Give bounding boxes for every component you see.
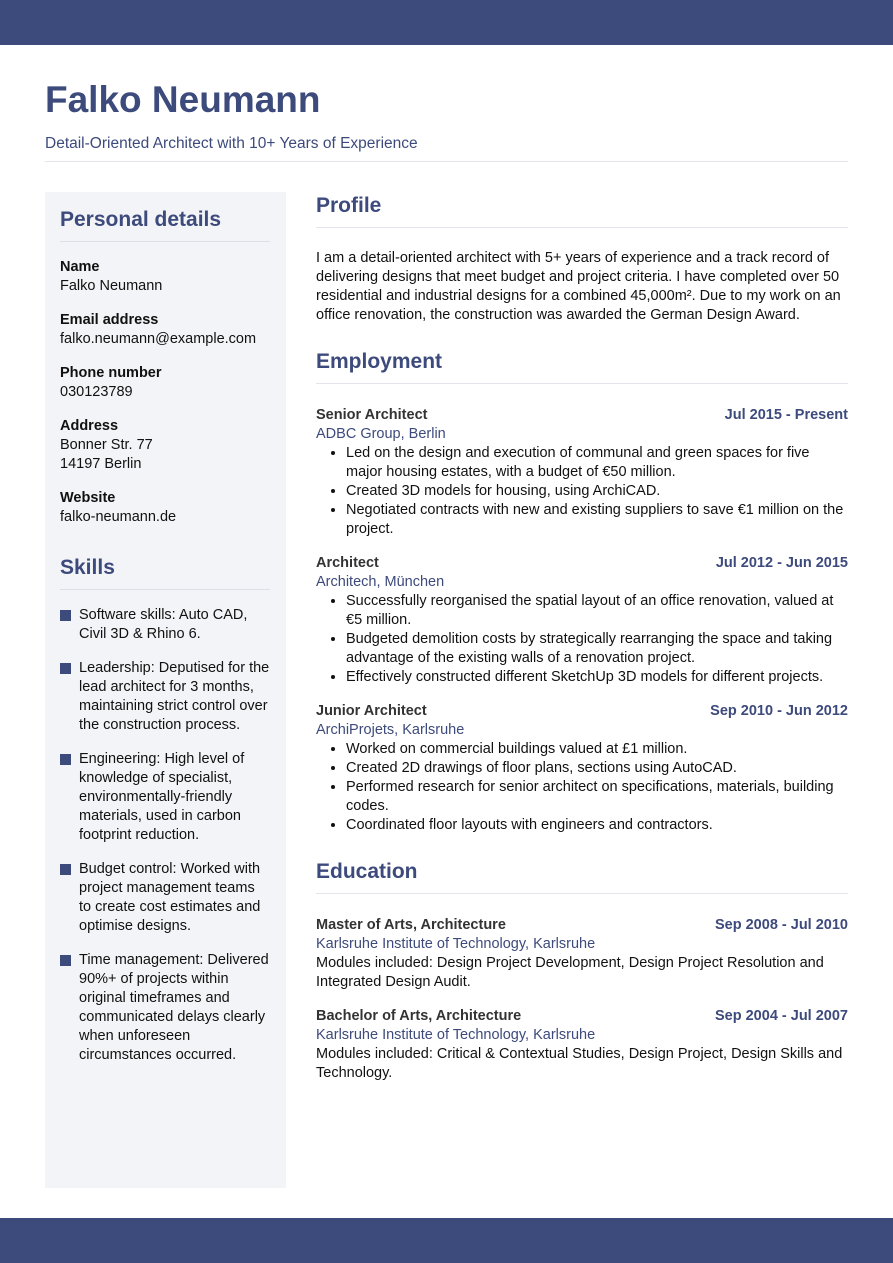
job-bullet: • Coordinated floor layouts with engineers and contractors. bbox=[346, 816, 848, 835]
job-bullet: • Performed research for senior architect on specifications, materials, building codes. bbox=[346, 778, 848, 816]
job-bullets bbox=[316, 592, 848, 687]
address-line-1: Bonner Str. 77 bbox=[60, 437, 153, 453]
skill-item bbox=[60, 951, 270, 1065]
education-divider bbox=[316, 893, 848, 894]
personal-details-divider bbox=[60, 241, 270, 242]
detail-label: Website bbox=[60, 490, 116, 506]
education-date: Sep 2008 - Jul 2010 bbox=[715, 917, 848, 933]
square-bullet-icon bbox=[60, 610, 71, 621]
email-value[interactable]: falko.neumann@example.com bbox=[60, 331, 257, 347]
detail-phone bbox=[60, 364, 270, 402]
detail-name bbox=[60, 258, 270, 296]
skill-text: Engineering: High level of knowledge of specialist, environmentally-friendly materials, used in carbon footprint reduction. bbox=[79, 751, 245, 843]
skill-item bbox=[60, 606, 270, 644]
education-section bbox=[316, 858, 848, 1083]
square-bullet-icon bbox=[60, 955, 71, 966]
job-bullet: • Successfully reorganised the spatial layout of an office renovation, valued at €5 million. bbox=[346, 592, 848, 630]
candidate-headline: Detail-Oriented Architect with 10+ Years of Experience bbox=[45, 135, 418, 152]
job-bullets bbox=[316, 740, 848, 835]
sidebar bbox=[45, 192, 286, 1188]
square-bullet-icon bbox=[60, 663, 71, 674]
bottom-color-band bbox=[0, 1218, 893, 1263]
job-employer: ArchiProjets, Karlsruhe bbox=[316, 722, 465, 738]
job-date: Sep 2010 - Jun 2012 bbox=[710, 703, 848, 719]
degree-title: Bachelor of Arts, Architecture bbox=[316, 1008, 522, 1024]
job-entry bbox=[316, 406, 848, 539]
education-heading: Education bbox=[316, 860, 418, 883]
education-description: Modules included: Critical & Contextual Studies, Design Project, Design Skills and Technology. bbox=[316, 1046, 843, 1081]
job-employer: ADBC Group, Berlin bbox=[316, 426, 446, 442]
education-entry bbox=[316, 916, 848, 992]
job-bullet: • Negotiated contracts with new and existing suppliers to save €1 million on the project. bbox=[346, 501, 848, 539]
skill-text: Software skills: Auto CAD, Civil 3D & Rhino 6. bbox=[79, 607, 248, 642]
institution: Karlsruhe Institute of Technology, Karlsruhe bbox=[316, 1027, 596, 1043]
skill-item bbox=[60, 860, 270, 936]
job-bullet: • Worked on commercial buildings valued at £1 million. bbox=[346, 740, 848, 759]
education-date: Sep 2004 - Jul 2007 bbox=[715, 1008, 848, 1024]
skills-heading: Skills bbox=[60, 556, 115, 579]
job-bullet: • Created 3D models for housing, using ArchiCAD. bbox=[346, 482, 848, 501]
detail-label: Address bbox=[60, 418, 119, 434]
job-bullet: • Led on the design and execution of communal and green spaces for five major housing estates, with a budget of €50 million. bbox=[346, 444, 848, 482]
education-description: Modules included: Design Project Development, Design Project Resolution and Integrated Design Audit. bbox=[316, 955, 824, 990]
job-header bbox=[316, 702, 848, 721]
detail-website bbox=[60, 489, 270, 527]
website-link[interactable]: falko-neumann.de bbox=[60, 509, 177, 525]
employment-section bbox=[316, 348, 848, 835]
personal-details-heading: Personal details bbox=[60, 208, 222, 231]
square-bullet-icon bbox=[60, 864, 71, 875]
skills-list bbox=[60, 606, 270, 1065]
job-entry bbox=[316, 554, 848, 687]
job-bullet: • Created 2D drawings of floor plans, sections using AutoCAD. bbox=[346, 759, 848, 778]
job-bullet: • Effectively constructed different SketchUp 3D models for different projects. bbox=[346, 668, 848, 687]
degree-title: Master of Arts, Architecture bbox=[316, 917, 506, 933]
employment-divider bbox=[316, 383, 848, 384]
profile-text: I am a detail-oriented architect with 5+ years of experience and a track record of delivering designs that meet budget and project criteria. I have completed over 50 residential and industrial designs for a combined 45,000m². Due to my work on an office renovation, the construction was awarded the German Design Award. bbox=[316, 250, 841, 323]
job-date: Jul 2015 - Present bbox=[724, 407, 848, 423]
skills-divider bbox=[60, 589, 270, 590]
education-entry bbox=[316, 1007, 848, 1083]
detail-label: Name bbox=[60, 259, 100, 275]
candidate-name: Falko Neumann bbox=[45, 79, 321, 120]
detail-email bbox=[60, 311, 270, 349]
top-color-band bbox=[0, 0, 893, 45]
education-header bbox=[316, 1007, 848, 1026]
job-entry bbox=[316, 702, 848, 835]
detail-address bbox=[60, 417, 270, 474]
skill-text: Leadership: Deputised for the lead architect for 3 months, maintaining strict control over the construction process. bbox=[79, 660, 270, 733]
job-title: Junior Architect bbox=[316, 703, 427, 719]
job-bullets bbox=[316, 444, 848, 539]
profile-divider bbox=[316, 227, 848, 228]
skill-text: Budget control: Worked with project management teams to create cost estimates and optimise designs. bbox=[79, 861, 261, 934]
resume-header bbox=[45, 78, 848, 162]
job-date: Jul 2012 - Jun 2015 bbox=[715, 555, 848, 571]
job-header bbox=[316, 406, 848, 425]
institution: Karlsruhe Institute of Technology, Karlsruhe bbox=[316, 936, 596, 952]
job-title: Senior Architect bbox=[316, 407, 428, 423]
job-title: Architect bbox=[316, 555, 379, 571]
detail-label: Email address bbox=[60, 312, 159, 328]
detail-label: Phone number bbox=[60, 365, 162, 381]
square-bullet-icon bbox=[60, 754, 71, 765]
skill-item bbox=[60, 659, 270, 735]
employment-heading: Employment bbox=[316, 350, 443, 373]
job-employer: Architech, München bbox=[316, 574, 445, 590]
address-line-2: 14197 Berlin bbox=[60, 456, 142, 472]
job-header bbox=[316, 554, 848, 573]
profile-section bbox=[316, 192, 848, 325]
skill-text: Time management: Delivered 90%+ of projects within original timeframes and communicated delays clearly when unforeseen circumstances occurred. bbox=[79, 952, 269, 1063]
phone-value: 030123789 bbox=[60, 384, 133, 400]
detail-value: Falko Neumann bbox=[60, 278, 163, 294]
education-header bbox=[316, 916, 848, 935]
job-bullet: • Budgeted demolition costs by strategically rearranging the space and taking advantage of the existing walls of a renovation project. bbox=[346, 630, 848, 668]
profile-heading: Profile bbox=[316, 194, 382, 217]
main-content bbox=[316, 192, 848, 1083]
header-divider bbox=[45, 161, 848, 162]
skill-item bbox=[60, 750, 270, 845]
